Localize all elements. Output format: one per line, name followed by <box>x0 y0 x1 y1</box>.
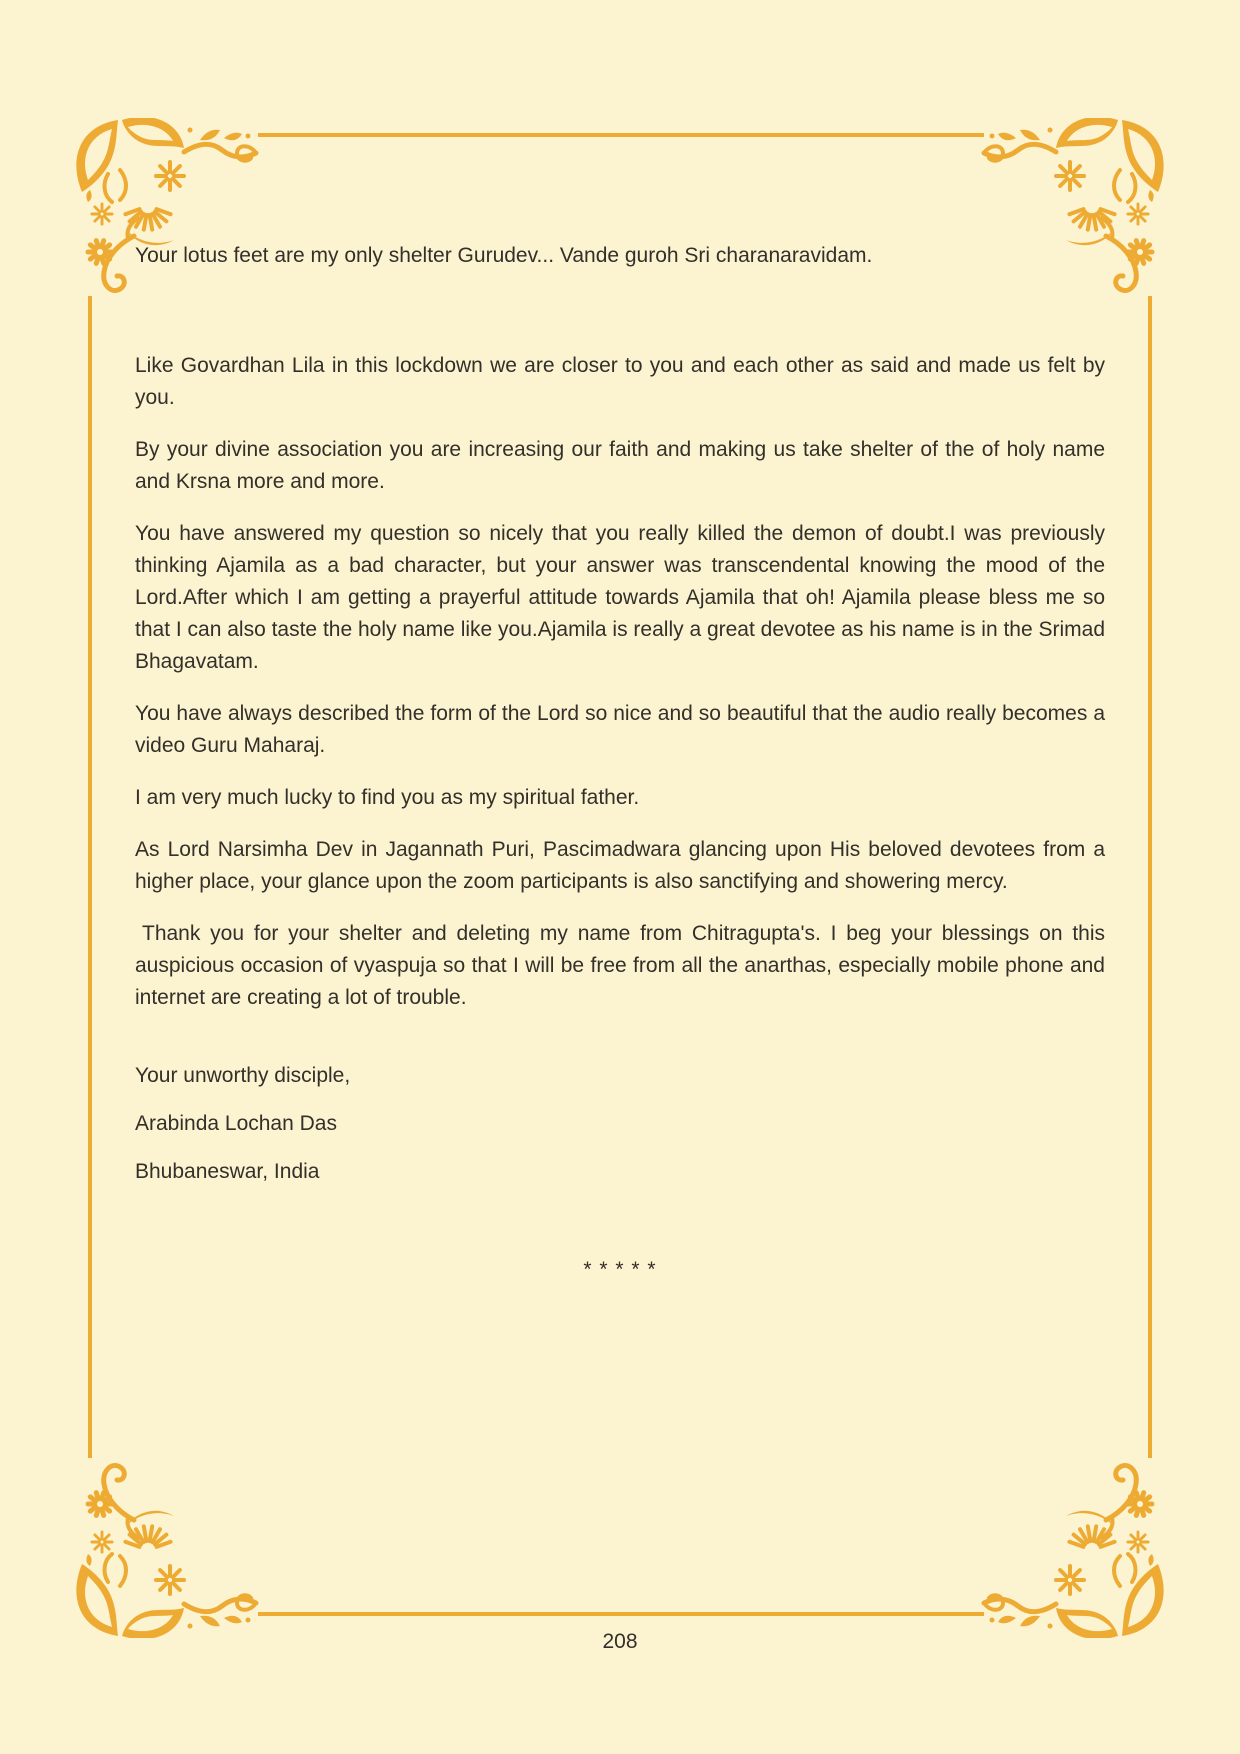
signoff-line-disciple: Your unworthy disciple, <box>135 1064 351 1087</box>
floral-corner-ornament-bottom-left-icon <box>72 1458 262 1638</box>
signoff-line-location: Bhubaneswar, India <box>135 1160 320 1183</box>
letter-paragraph-1: Like Govardhan Lila in this lockdown we are closer to you and each other as said and made us felt by you. <box>135 354 1105 409</box>
letter-paragraph-4: You have always described the form of the Lord so nice and so beautiful that the audio really becomes a video Guru Maharaj. <box>135 702 1105 757</box>
border-rule-top <box>258 133 984 137</box>
letter-paragraph-3: You have answered my question so nicely that you really killed the demon of doubt.I was previously thinking Ajamila as a bad character, but your answer was transcendental knowing the mood of the Lord.After which I am getting a prayerful attitude towards Ajamila that oh! Ajamila please bless me so that I can also taste the holy name like you.Ajamila is really a great devotee as his name is in the Srimad Bhagavatam. <box>135 522 1105 673</box>
page-number: 208 <box>602 1630 638 1653</box>
signoff-line-name: Arabinda Lochan Das <box>135 1112 337 1135</box>
letter-salutation: Your lotus feet are my only shelter Gurudev... Vande guroh Sri charanaravidam. <box>135 244 873 267</box>
section-separator: * * * * * <box>583 1258 657 1281</box>
letter-content <box>135 240 1105 1306</box>
border-rule-bottom <box>258 1612 984 1616</box>
border-rule-right <box>1148 296 1152 1458</box>
letter-paragraph-5: I am very much lucky to find you as my spiritual father. <box>135 786 640 809</box>
letter-paragraph-2: By your divine association you are increasing our faith and making us take shelter of the of holy name and Krsna more and more. <box>135 438 1105 493</box>
floral-corner-ornament-bottom-right-icon <box>978 1458 1168 1638</box>
border-rule-left <box>88 296 92 1458</box>
letter-paragraph-6: As Lord Narsimha Dev in Jagannath Puri, Pascimadwara glancing upon His beloved devotees from a higher place, your glance upon the zoom participants is also sanctifying and showering mercy. <box>135 838 1105 893</box>
letter-paragraph-7: Thank you for your shelter and deleting my name from Chitragupta's. I beg your blessings on this auspicious occasion of vyaspuja so that I will be free from all the anarthas, especially mobile phone and internet are creating a lot of trouble. <box>135 922 1105 1009</box>
